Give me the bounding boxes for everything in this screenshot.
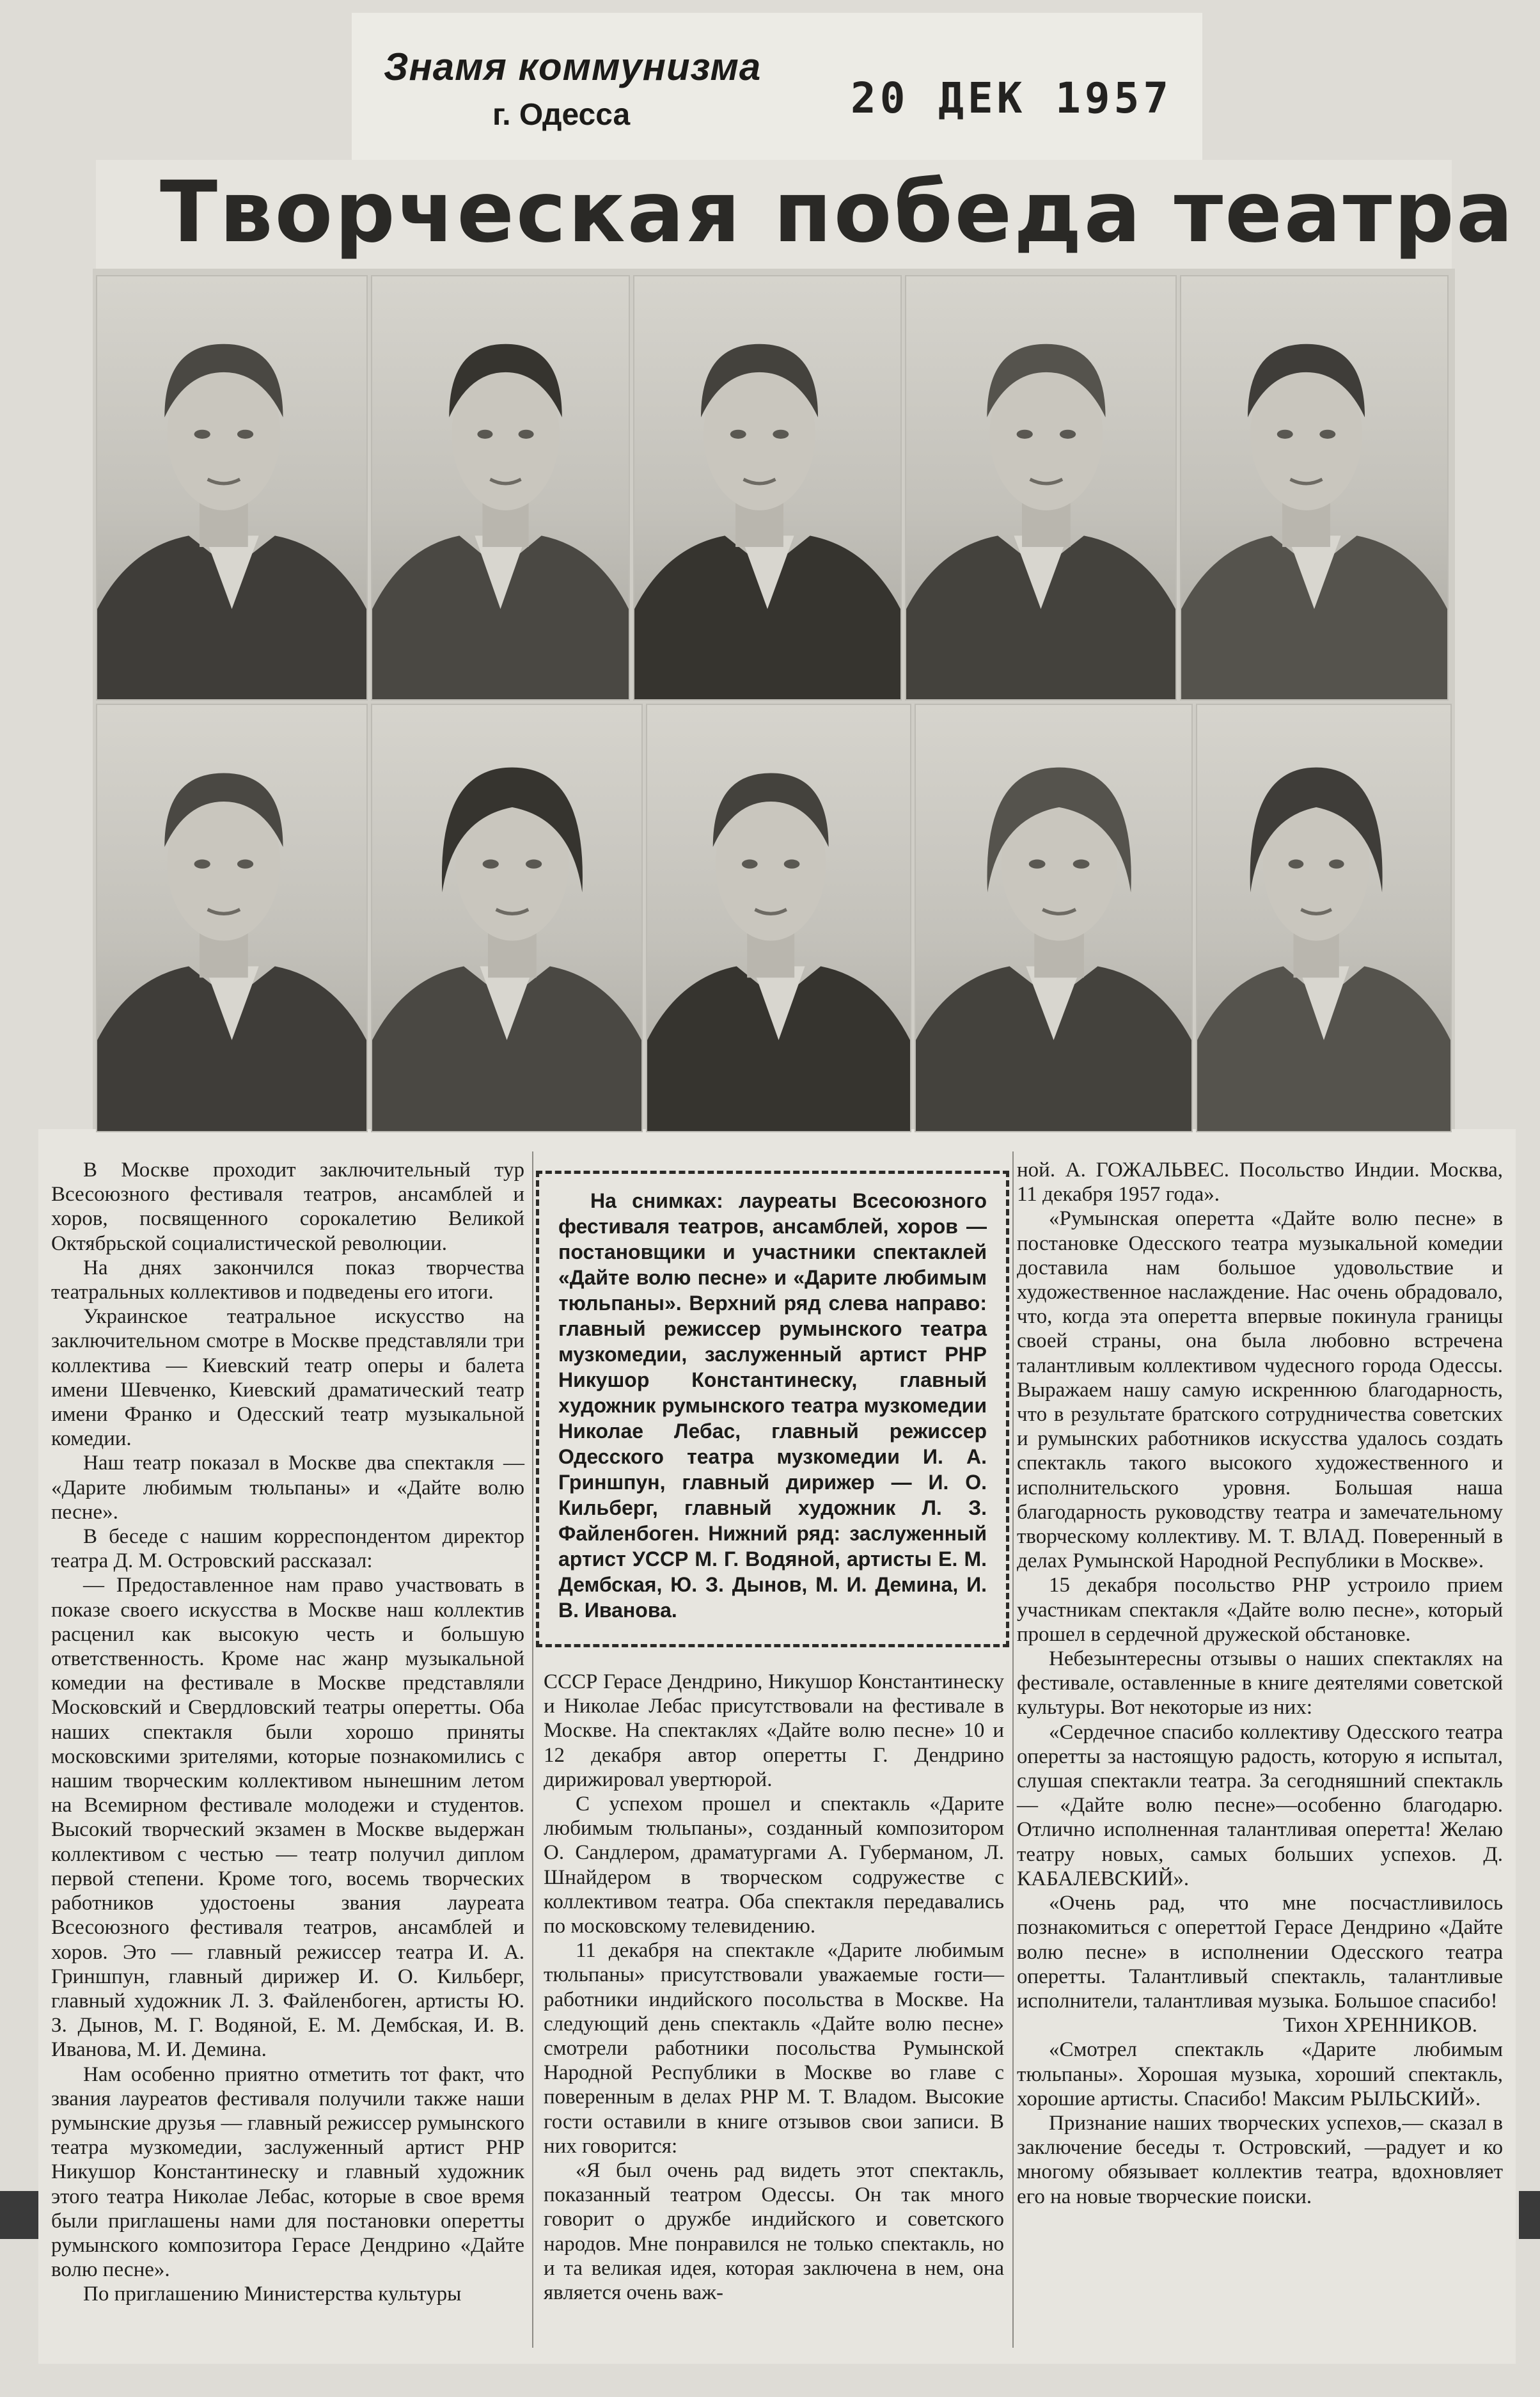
column-rule	[532, 1151, 533, 2348]
paragraph: «Смотрел спектакль «Дарите любимым тюльпаны». Хорошая музыка, хороший спектакль, хорошие артисты. Спасибо! Максим РЫЛЬСКИЙ».	[1017, 2038, 1503, 2110]
portrait-photo	[633, 275, 902, 700]
paragraph: СССР Герасе Дендрино, Никушор Константинеску и Николае Лебас присутствовали на фестивале в Москве. На спектаклях «Дайте волю песне» 10 и 12 декабря автор оперетты Г. Дендрино дирижировал увертюрой.	[544, 1670, 1004, 1791]
portrait-photo	[1180, 275, 1449, 700]
binder-strip-left	[0, 2191, 38, 2239]
signature: Тихон ХРЕННИКОВ.	[1283, 2014, 1477, 2037]
binder-strip-right	[1519, 2191, 1540, 2239]
paragraph: Украинское театральное искусство на заключительном смотре в Москве представляли три коллектива — Киевский театр оперы и балета имени Шевченко, Киевский драматический театр имени Франко и Одесский театр музыкальной комедии.	[51, 1305, 524, 1451]
paragraph: «Сердечное спасибо коллективу Одесского театра оперетты за настоящую радость, которую я испытал, слушая спектакли театра. За сегодняшний спектакль — «Дайте волю песне»—особенно благодарю. Отлично исполненная талантливая оперетта! Желаю театру новых, самых больших успехов. Д. КАБАЛЕВСКИЙ».	[1017, 1720, 1503, 1890]
paragraph: ной. А. ГОЖАЛЬВЕС. Посольство Индии. Москва, 11 декабря 1957 года».	[1017, 1159, 1503, 1206]
paragraph: 15 декабря посольство РНР устроило прием участникам спектакля «Дайте волю песне», который прошел в сердечной дружеской обстановке.	[1017, 1574, 1503, 1646]
newspaper-city: г. Одесса	[492, 98, 631, 132]
portrait-photo	[96, 704, 368, 1132]
paragraph: В беседе с нашим корреспондентом директор театра Д. М. Островский рассказал:	[51, 1525, 524, 1573]
paragraph: В Москве проходит заключительный тур Всесоюзного фестиваля театров, ансамблей и хоров, посвященного сорокалетию Великой Октябрьской социалистической революции.	[51, 1159, 524, 1255]
paragraph: С успехом прошел и спектакль «Дарите любимым тюльпаны», созданный композитором О. Сандлером, драматургами А. Губерманом, Л. Шнайдером в творческом содружестве с коллективом театра. Оба спектакля передавались по московскому телевидению.	[544, 1792, 1004, 1938]
paragraph: По приглашению Министерства культуры	[83, 2282, 462, 2306]
portrait-photo	[371, 704, 643, 1132]
article-column-2	[544, 1670, 1004, 2305]
paragraph: Нам особенно приятно отметить тот факт, что звания лауреатов фестиваля получили также наши румынские друзья — главный режиссер румынского театра музкомедии, заслуженный артист РНР Никушор Константинеску и главный художник этого театра Николае Лебас, которые в свое время были приглашены нами для постановки оперетты румынского композитора Герасе Дендрино «Дайте волю песне».	[51, 2062, 524, 2282]
portrait-photo	[96, 275, 368, 700]
portrait-photo	[371, 275, 630, 700]
newspaper-name: Знамя коммунизма	[384, 45, 762, 88]
paragraph: «Очень рад, что мне посчастливилось познакомиться с опереттой Герасе Дендрино «Дайте волю песне» в исполнении Одесского театра оперетты. Талантливый спектакль, талантливые исполнители, талантливая музыка. Большое спасибо!	[1017, 1892, 1503, 2013]
photo-caption: На снимках: лауреаты Всесоюзного фестиваля театров, ансамблей, хоров — постановщики и участники спектаклей «Дайте волю песне» и «Дарите любимым тюльпаны». Верхний ряд слева направо: главный режиссер румынского театра музкомедии, заслуженный артист РНР Никушор Константинеску, главный художник румынского театра музкомедии Николае Лебас, главный режиссер Одесского театра музкомедии И. А. Гриншпун, главный дирижер — И. О. Кильберг, главный художник Л. З. Файленбоген. Нижний ряд: заслуженный артист УССР М. Г. Водяной, артисты Е. М. Дембская, Ю. З. Дынов, М. И. Демина, И. В. Иванова.	[558, 1189, 987, 1622]
column-rule	[1012, 1151, 1014, 2348]
paragraph: — Предоставленное нам право участвовать в показе своего искусства в Москве наш коллектив расценил как высокую честь и большую ответственность. Кроме нас жанр музыкальной комедии на фестивале в Москве представляли Московский и Свердловский театры оперетты. Оба наших спектакля были хорошо приняты московскими зрителями, которые познакомились с нашим творческим коллективом нынешним летом на Всемирном фестивале молодежи и студентов. Высокий творческий экзамен в Москве выдержан коллективом с честью — театр получил диплом первой степени. Кроме того, восемь творческих работников удостоены звания лауреата Всесоюзного фестиваля театров, ансамблей и хоров. Это — главный режиссер театра И. А. Гриншпун, главный дирижер И. О. Кильберг, главный художник Л. З. Файленбоген, артисты Ю. З. Дынов, М. Г. Водяной, Е. М. Дембская, И. В. Иванова, М. И. Демина.	[51, 1574, 524, 2062]
portrait-photo	[646, 704, 911, 1132]
article-column-1	[51, 1158, 524, 2307]
portrait-photo	[1196, 704, 1452, 1132]
date-stamp: 20 ДЕК 1957	[851, 74, 1173, 123]
paragraph: Признание наших творческих успехов,— сказал в заключение беседы т. Островский, —радует и ко многому обязывает коллектив театра, вдохновляет его на новые творческие поиски.	[1017, 2111, 1503, 2208]
paragraph: «Румынская оперетта «Дайте волю песне» в постановке Одесского театра музыкальной комедии доставила нам большое удовольствие и художественное наслаждение. Нас очень обрадовало, что, когда эта оперетта впервые покинула границы своей страны, она была любовно встречена талантливым коллективом чудесного города Одессы. Выражаем нашу самую искреннюю благодарность, что в результате братского сотрудничества советских и румынских работников искусства удалось создать спектакль такого высокого художественного и исполнительского уровня. Большая наша благодарность руководству театра и замечательному творческому коллективу. М. Т. ВЛАД. Поверенный в делах Румынской Народной Республики в Москве».	[1017, 1207, 1503, 1573]
paragraph: Наш театр показал в Москве два спектакля — «Дарите любимым тюльпаны» и «Дайте волю песне».	[51, 1452, 524, 1524]
paragraph: На днях закончился показ творчества театральных коллективов и подведены его итоги.	[51, 1256, 524, 1304]
article-column-3	[1017, 1158, 1503, 2209]
photo-caption-box	[536, 1171, 1009, 1647]
paragraph: Небезынтересны отзывы о наших спектаклях на фестивале, оставленные в книге деятелями советской культуры. Вот некоторые из них:	[1017, 1647, 1503, 1720]
paragraph: «Я был очень рад видеть этот спектакль, показанный театром Одессы. Он так много говорит о дружбе индийского и советского народов. Мне понравился не только спектакль, но и та великая идея, которая заключена в нем, она является очень важ-	[544, 2159, 1004, 2305]
paragraph: 11 декабря на спектакле «Дарите любимым тюльпаны» присутствовали уважаемые гости—работники индийского посольства в Москве. На следующий день спектакль «Дайте волю песне» смотрели работники посольства Румынской Народной Республики в Москве во главе с поверенным в делах РНР М. Т. Владом. Высокие гости оставили в книге отзывов свои записи. В них говорится:	[544, 1939, 1004, 2158]
portrait-photo	[905, 275, 1177, 700]
portrait-photo	[915, 704, 1193, 1132]
article-headline: Творческая победа театра	[160, 163, 1515, 262]
